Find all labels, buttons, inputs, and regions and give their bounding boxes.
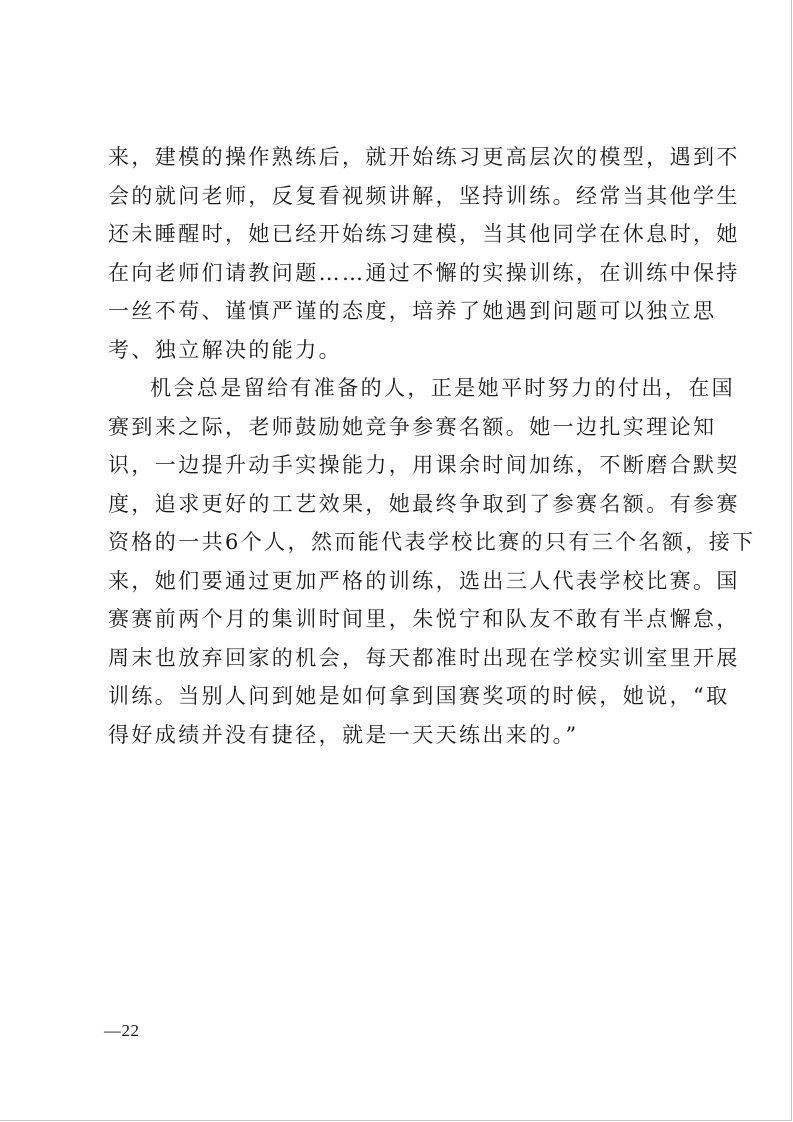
paragraph-1: [108, 138, 740, 369]
text-line: 度，追求更好的工艺效果，她最终争取到了参赛名额。有参赛: [108, 491, 740, 516]
text-line: 资格的一共6个人，然而能代表学校比赛的只有三个名额，接下: [108, 530, 756, 554]
text-line: 在向老师们请教问题……通过不懈的实操训练，在训练中保持: [108, 260, 740, 285]
text-line: 得好成绩并没有捷径，就是一天天练出来的。”: [108, 722, 579, 747]
text-line: 赛到来之际，老师鼓励她竞争参赛名额。她一边扎实理论知: [108, 414, 717, 439]
text-line: 考、独立解决的能力。: [108, 337, 342, 362]
text-line: 一丝不苟、谨慎严谨的态度，培养了她遇到问题可以独立思: [108, 299, 717, 323]
text-line: 还未睡醒时，她已经开始练习建模，当其他同学在休息时，她: [108, 222, 740, 246]
text-line: 训练。当别人问到她是如何拿到国赛奖项的时候，她说，“取: [108, 684, 730, 708]
text-line: 会的就问老师，反复看视频讲解，坚持训练。经常当其他学生: [108, 183, 740, 208]
text-line: 识，一边提升动手实操能力，用课余时间加练，不断磨合默契: [108, 453, 740, 477]
paragraph-2: [108, 369, 756, 754]
text-line: 赛赛前两个月的集训时间里，朱悦宁和队友不敢有半点懈怠，: [108, 607, 740, 631]
text-line: 来，她们要通过更加严格的训练，选出三人代表学校比赛。国: [108, 568, 740, 593]
text-line: 来，建模的操作熟练后，就开始练习更高层次的模型，遇到不: [108, 145, 740, 169]
text-line: 周末也放弃回家的机会，每天都准时出现在学校实训室里开展: [108, 645, 740, 670]
body-text: [108, 138, 756, 754]
page-number: —22: [104, 1021, 140, 1040]
text-line: 机会总是留给有准备的人，正是她平时努力的付出，在国: [150, 376, 735, 400]
